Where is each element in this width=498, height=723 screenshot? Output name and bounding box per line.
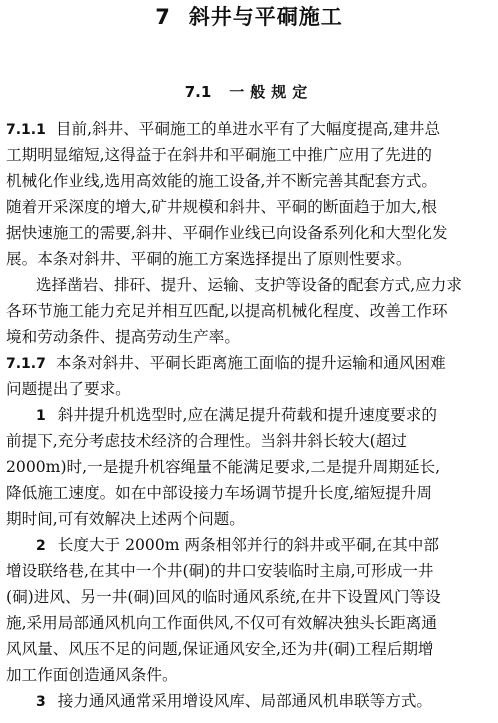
section-title-text: 一般规定 bbox=[229, 83, 314, 101]
text-line bbox=[0, 220, 498, 246]
text-line bbox=[0, 272, 498, 298]
paragraph-text: 风风量、风压不足的问题,保证通风安全,还为井(硐)工程后期增 bbox=[6, 640, 434, 658]
paragraph-text: 展。本条对斜井、平硐的施工方案选择提出了原则性要求。 bbox=[6, 250, 412, 268]
paragraph-text: 问题提出了要求。 bbox=[6, 380, 131, 398]
clause-7-1-1-line-1 bbox=[0, 116, 498, 142]
text-line bbox=[0, 324, 498, 350]
text-line bbox=[0, 480, 498, 506]
paragraph-text: 本条对斜井、平硐长距离施工面临的提升运输和通风困难 bbox=[55, 354, 446, 372]
paragraph-text: 施,采用局部通风机向工作面供风,不仅可有效解决独头长距离通 bbox=[6, 614, 437, 632]
text-line bbox=[0, 376, 498, 402]
paragraph-text: 各环节施工能力充足并相互匹配,以提高机械化程度、改善工作环 bbox=[6, 302, 448, 320]
paragraph-text: 期时间,可有效解决上述两个问题。 bbox=[6, 510, 245, 528]
paragraph-text: 机械化作业线,选用高效能的施工设备,并不断完善其配套方式。 bbox=[6, 172, 437, 190]
item-number: 3 bbox=[36, 694, 46, 710]
paragraph-text: 增设联络巷,在其中一个井(硐)的井口安装临时主扇,可形成一井 bbox=[6, 562, 434, 580]
paragraph-text: 2000m)时,一是提升机容绳量不能满足要求,二是提升周期延长, bbox=[6, 458, 441, 476]
item-3-line-1 bbox=[0, 688, 498, 714]
text-line bbox=[0, 246, 498, 272]
paragraph-text: 随着开采深度的增大,矿井规模和斜井、平硐的断面趋于加大,根 bbox=[6, 198, 437, 216]
paragraph-text: 境和劳动条件、提高劳动生产率。 bbox=[6, 328, 240, 346]
paragraph-text: (硐)进风、另一井(硐)回风的临时通风系统,在井下设置风门等设 bbox=[6, 588, 441, 606]
section-number: 7.1 bbox=[184, 83, 212, 101]
text-line bbox=[0, 454, 498, 480]
text-line bbox=[0, 662, 498, 688]
text-line bbox=[0, 168, 498, 194]
paragraph-text: 斜井提升机选型时,应在满足提升荷载和提升速度要求的 bbox=[57, 406, 437, 424]
section-title bbox=[0, 82, 498, 102]
item-number: 1 bbox=[36, 408, 46, 424]
paragraph-text: 工期明显缩短,这得益于在斜井和平硐施工中推广应用了先进的 bbox=[6, 146, 432, 164]
paragraph-text: 据快速施工的需要,斜井、平硐作业线已向设备系列化和大型化发 bbox=[6, 224, 448, 242]
paragraph-text: 降低施工速度。如在中部设接力车场调节提升长度,缩短提升周 bbox=[6, 484, 432, 502]
item-number: 2 bbox=[36, 538, 46, 554]
paragraph-text: 加工作面创造通风条件。 bbox=[6, 666, 178, 684]
clause-number: 7.1.1 bbox=[6, 122, 46, 138]
text-line bbox=[0, 428, 498, 454]
text-line bbox=[0, 558, 498, 584]
text-line bbox=[0, 298, 498, 324]
chapter-number: 7 bbox=[155, 5, 171, 29]
text-line bbox=[0, 610, 498, 636]
text-line bbox=[0, 584, 498, 610]
text-line bbox=[0, 506, 498, 532]
text-line bbox=[0, 142, 498, 168]
chapter-title-text: 斜井与平硐施工 bbox=[188, 5, 343, 29]
item-2-line-1 bbox=[0, 532, 498, 558]
text-line bbox=[0, 194, 498, 220]
text-line bbox=[0, 636, 498, 662]
paragraph-text: 目前,斜井、平硐施工的单进水平有了大幅度提高,建井总 bbox=[55, 120, 441, 138]
clause-number: 7.1.7 bbox=[6, 356, 46, 372]
paragraph-text: 前提下,充分考虑技术经济的合理性。当斜井斜长较大(超过 bbox=[6, 432, 407, 450]
paragraph-text: 接力通风通常采用增设风库、局部通风机串联等方式。 bbox=[57, 692, 433, 710]
paragraph-text: 长度大于 2000m 两条相邻并行的斜井或平硐,在其中部 bbox=[57, 536, 439, 554]
item-1-line-1 bbox=[0, 402, 498, 428]
clause-7-1-7-line-1 bbox=[0, 350, 498, 376]
paragraph-text: 选择凿岩、排矸、提升、运输、支护等设备的配套方式,应力求 bbox=[36, 276, 462, 294]
chapter-title bbox=[0, 4, 498, 30]
